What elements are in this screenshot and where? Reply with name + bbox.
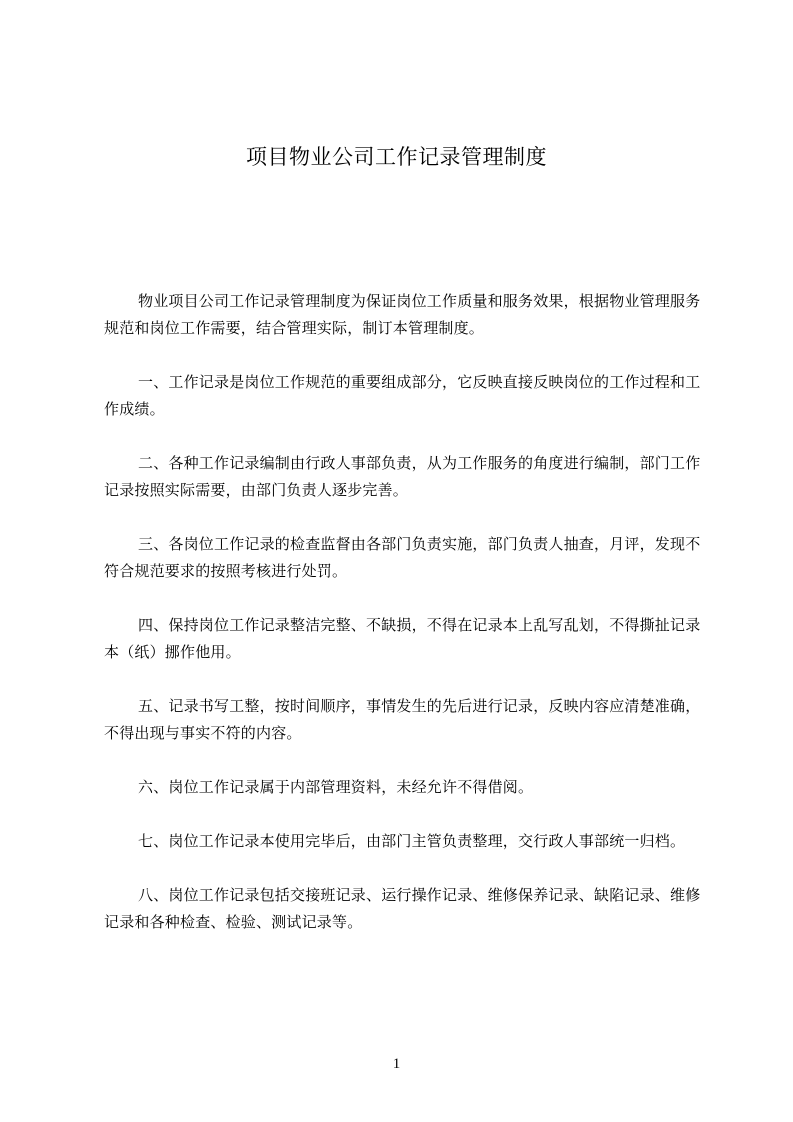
paragraph-gap [104,747,702,774]
paragraph-gap [104,342,702,369]
page-title: 项目物业公司工作记录管理制度 [246,145,547,169]
page-number: 1 [392,1056,401,1072]
paragraph-item-3: 三、各岗位工作记录的检查监督由各部门负责实施，部门负责人抽查，月评，发现不符合规范要求的按照考核进行处罚。 [104,535,701,580]
paragraph-gap [104,504,702,531]
paragraph-item-7: 七、岗位工作记录本使用完毕后，由部门主管负责整理，交行政人事部统一归档。 [138,832,686,850]
paragraph-intro: 物业项目公司工作记录管理制度为保证岗位工作质量和服务效果，根据物业管理服务规范和岗位工作需要，结合管理实际，制订本管理制度。 [104,292,701,337]
paragraph-item-8: 八、岗位工作记录包括交接班记录、运行操作记录、维修保养记录、缺陷记录、维修记录和各种检查、检验、测试记录等。 [104,886,701,931]
paragraph-gap [104,666,702,693]
paragraph-item-1: 一、工作记录是岗位工作规范的重要组成部分，它反映直接反映岗位的工作过程和工作成绩。 [104,373,701,418]
paragraph-gap [104,855,702,882]
paragraph-gap [104,423,702,450]
paragraph-item-5: 五、记录书写工整，按时间顺序，事情发生的先后进行记录，反映内容应清楚准确，不得出现与事实不符的内容。 [104,697,701,742]
paragraph-gap [104,801,702,828]
paragraph-item-2: 二、各种工作记录编制由行政人事部负责，从为工作服务的角度进行编制，部门工作记录按照实际需要，由部门负责人逐步完善。 [104,454,701,499]
document-body [104,288,702,936]
paragraph-item-4: 四、保持岗位工作记录整洁完整、不缺损，不得在记录本上乱写乱划，不得撕扯记录本（纸）挪作他用。 [104,616,701,661]
paragraph-gap [104,585,702,612]
paragraph-item-6: 六、岗位工作记录属于内部管理资料，未经允许不得借阅。 [138,778,534,796]
